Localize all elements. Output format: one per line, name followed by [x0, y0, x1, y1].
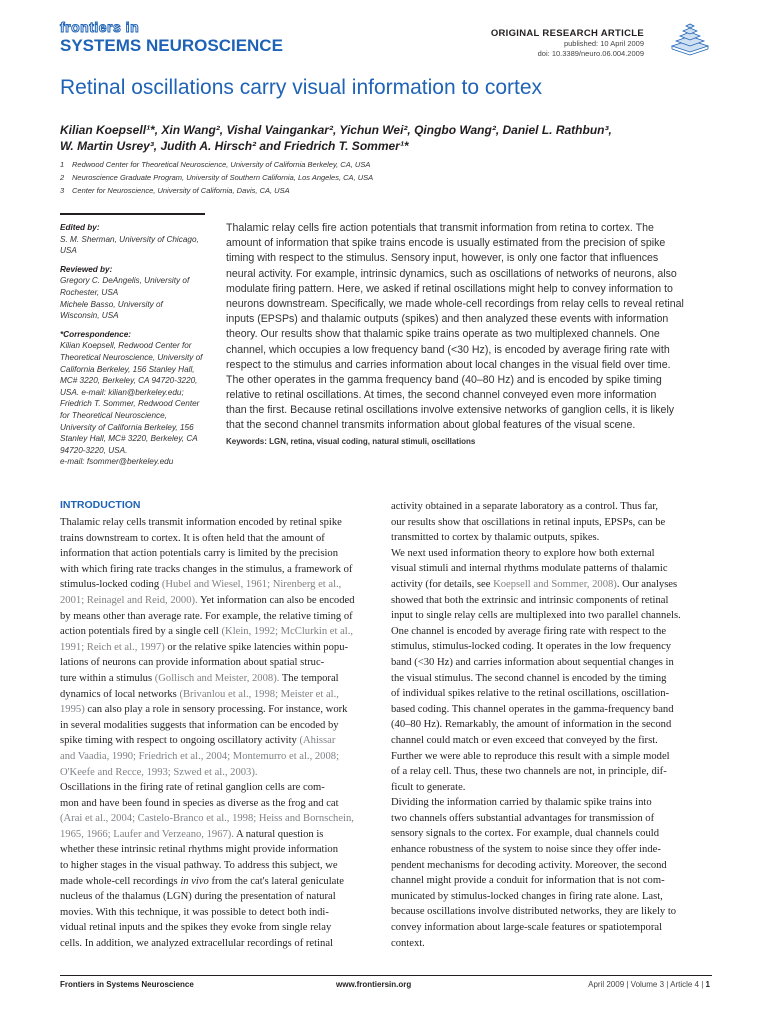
correspondence-line: California Berkeley, 156 Stanley Hall, [60, 364, 195, 374]
text-span: or the relative spike latencies within popu- [164, 641, 349, 653]
edited-by-line: USA [60, 246, 77, 256]
affiliation-text: Center for Neuroscience, University of California, Davis, CA, USA [72, 186, 290, 195]
affiliation-number: 1 [60, 160, 65, 169]
text-line [391, 936, 711, 952]
text-span: made whole-cell recordings [60, 875, 181, 887]
correspondence-label: *Correspondence: [60, 329, 131, 339]
text-line [391, 499, 711, 515]
page-number: 1 [705, 980, 710, 989]
text-line [391, 842, 711, 858]
correspondence-line: MC# 3220, Berkeley, CA 94720-3220, [60, 376, 198, 386]
text-line [391, 873, 711, 889]
reviewed-by-line: Rochester, USA [60, 287, 119, 297]
stacked-squares-icon [668, 20, 712, 56]
correspondence-line: Stanley Hall, MC# 3220, Berkeley, CA [60, 434, 198, 444]
article-type: ORIGINAL RESEARCH ARTICLE [490, 28, 644, 39]
text-span: pendent mechanisms for decoding activity. Moreover, the second [391, 859, 667, 871]
text-span: in several modalities suggests that information can be encoded by [60, 719, 339, 731]
affiliation-number: 2 [60, 173, 65, 182]
text-span: sensory signals to the cortex. For example, dual channels could [391, 828, 660, 840]
citation-link[interactable]: O'Keefe and Recce, 1993; Szwed et al., 2003). [60, 766, 258, 778]
author-line: W. Martin Usrey³, Judith A. Hirsch² and Friedrich T. Sommer¹* [60, 139, 409, 153]
text-line [60, 702, 378, 718]
keywords: Keywords: LGN, retina, visual coding, natural stimuli, oscillations [226, 436, 476, 446]
text-span: visual stimuli and internal rhythms modulate patterns of thalamic [391, 563, 668, 575]
text-span: channel could match or even exceed that conveyed by the first. [391, 734, 658, 746]
citation-link[interactable]: Koepsell and Sommer, 2008) [493, 578, 617, 590]
text-line [391, 858, 711, 874]
abstract-line: modulate firing pattern. Here, we asked if retinal oscillations might help to convey information to [226, 282, 673, 295]
text-span: from the cat's lateral geniculate [208, 875, 345, 887]
text-span: transmitted to cortex by thalamic outputs, spikes. [391, 532, 600, 544]
citation-link[interactable]: 1995) [60, 704, 85, 716]
text-span: Oscillations in the firing rate of retinal ganglion cells are com- [60, 782, 325, 794]
text-line [60, 546, 378, 562]
abstract-line: respect to the stimulus and carries information about local changes in the visual field over time. [226, 358, 671, 371]
text-line [391, 561, 711, 577]
text-line [60, 671, 378, 687]
text-line [391, 920, 711, 936]
citation-link[interactable]: 1991; Reich et al., 1997) [60, 641, 165, 653]
journal-logo [60, 20, 283, 55]
text-line [60, 640, 378, 656]
text-span: our results show that oscillations in retinal inputs, EPSPs, can be [391, 516, 666, 528]
text-span: ture within a stimulus [60, 672, 155, 684]
text-line [60, 718, 378, 734]
text-line [391, 686, 711, 702]
text-span: trains downstream to cortex. It is often held that the amount of [60, 532, 325, 544]
correspondence-line: Theoretical Neuroscience, University of [60, 352, 203, 362]
published-date: published: 10 April 2009 [563, 39, 644, 48]
text-line [60, 562, 378, 578]
text-span: showed that both the extrinsic and intrinsic components of retinal [391, 594, 669, 606]
abstract-line: theory. Our results show that thalamic spike trains operate as two multiplexed channels. One [226, 328, 660, 341]
text-span: lations of neurons can provide information about spatial struc- [60, 657, 325, 669]
correspondence-line: for Theoretical Neuroscience, [60, 410, 167, 420]
text-line [391, 749, 711, 765]
abstract [226, 221, 710, 446]
correspondence-line: Kilian Koepsell, Redwood Center for [60, 341, 192, 351]
text-span: nucleus of the thalamus (LGN) during the presentation of natural [60, 891, 336, 903]
text-line [60, 889, 378, 905]
citation-link[interactable]: 1965, 1966; Laufer and Verzeano, 1967). [60, 828, 234, 840]
correspondence-line: Friedrich T. Sommer, Redwood Center [60, 399, 200, 409]
author-list [60, 122, 720, 154]
text-span: of individual spikes relative to the retinal oscillations, oscillation- [391, 688, 670, 700]
text-line [391, 826, 711, 842]
affiliation-text: Neuroscience Graduate Program, University of Southern California, Los Angeles, CA, USA [72, 173, 374, 182]
text-line [391, 577, 711, 593]
citation-link[interactable]: (Hubel and Wiesel, 1961; Nirenberg et al., [161, 579, 342, 591]
abstract-line: timing with respect to the stimulus. Sensory input, however, is only one factor that influences [226, 252, 659, 265]
text-span: cells. In addition, we analyzed extracellular recordings of retinal [60, 938, 333, 950]
text-span: with which firing rate tracks changes in the stimulus, a framework of [60, 563, 353, 575]
abstract-line: inputs (EPSPs) and thalamic outputs (spikes) and then analyzed these events with information [226, 313, 669, 326]
text-span: vidual retinal inputs and the spikes they evoke from single relay [60, 922, 332, 934]
text-line [60, 905, 378, 921]
text-span: information that action potentials carry is limited by the precision [60, 548, 339, 560]
text-span: enhance robustness of the system to noise since they offer inde- [391, 844, 661, 856]
text-line [60, 858, 378, 874]
citation-link[interactable]: and Vaadia, 1990; Friedrich et al., 2004; Montemurro et al., 2008; [60, 750, 340, 762]
text-span: spike timing with respect to ongoing oscillatory activity [60, 735, 300, 747]
text-span: The temporal [279, 672, 339, 684]
text-line [60, 687, 378, 703]
edited-by-line: S. M. Sherman, University of Chicago, [60, 234, 199, 244]
text-span: ficult to generate. [391, 781, 466, 793]
text-span: whether these intrinsic retinal rhythms might provide information [60, 844, 339, 856]
affiliation [60, 171, 720, 184]
text-span: can also play a role in sensory processing. For instance, work [84, 704, 348, 716]
text-line [391, 764, 711, 780]
sidebar [60, 222, 210, 468]
abstract-line: than the first. Because retinal oscillations involve extensive networks of ganglion cells, it is likely [226, 404, 675, 417]
text-line [391, 733, 711, 749]
text-line [60, 593, 378, 609]
abstract-line: channel, which occupies a low frequency band (<30 Hz), is encoded by average firing rate with [226, 343, 670, 356]
citation-link[interactable]: (Gollisch and Meister, 2008). [154, 672, 280, 684]
citation-link[interactable]: (Ahissar [299, 735, 336, 747]
abstract-line: neural activity. For example, intrinsic dynamics, such as oscillations of networks of neurons, also [226, 267, 677, 280]
text-line [391, 546, 711, 562]
text-line [60, 765, 378, 781]
text-line [391, 624, 711, 640]
text-span: We next used information theory to explore how both external [391, 547, 655, 559]
doi: doi: 10.3389/neuro.06.004.2009 [537, 49, 644, 58]
text-line [391, 811, 711, 827]
text-line [391, 702, 711, 718]
text-line [391, 639, 711, 655]
body-column-left [60, 515, 378, 952]
abstract-line: relative to retinal oscillations. At times, the second channel conveyed even more information [226, 389, 657, 402]
affiliations [60, 158, 720, 197]
text-span: action potentials fired by a single cell [60, 626, 222, 638]
text-line [391, 655, 711, 671]
text-line [60, 531, 378, 547]
text-span: the visual stimulus. The second channel is encoded by the timing [391, 672, 667, 684]
text-span: of a relay cell. Thus, these two channels are not, in principle, dif- [391, 766, 667, 778]
abstract-line: that the second channel transmits information about global features of the visual scene. [226, 419, 636, 432]
text-line [391, 780, 711, 796]
text-line [60, 655, 378, 671]
abstract-line: amount of information that spike trains encode is usually estimated from the precision of spike [226, 237, 666, 250]
text-span: mon and have been found in species as diverse as the frog and cat [60, 797, 339, 809]
text-span: Thalamic relay cells transmit information encoded by retinal spike [60, 517, 342, 528]
text-span: input to single relay cells are multiplexed into two parallel channels. [391, 610, 681, 622]
text-line [60, 796, 378, 812]
body-column-right [391, 499, 711, 951]
text-span: municated by stimulus-locked changes in firing rate alone. Last, [391, 890, 663, 902]
affiliation [60, 184, 720, 197]
correspondence-line: 94720-3220, USA. [60, 445, 128, 455]
footer-url-link[interactable]: www.frontiersin.org [336, 980, 412, 989]
citation-link[interactable]: (Arai et al., 2004; Castelo-Branco et al., 1998; Heiss and Bornschein, [60, 813, 354, 825]
text-span: two channels offers substantial advantages for transmission of [391, 812, 655, 824]
correspondence-line: e-mail: fsommer@berkeley.edu [60, 457, 174, 467]
citation-link[interactable]: (Klein, 1992; McClurkin et al., [221, 626, 354, 638]
text-span: context. [391, 937, 425, 949]
text-span: Dividing the information carried by thalamic spike trains into [391, 797, 652, 809]
footer-divider [60, 975, 712, 976]
text-line [391, 530, 711, 546]
text-line [391, 795, 711, 811]
text-span: activity [391, 578, 426, 590]
text-span: activity obtained in a separate laboratory as a control. Thus far, [391, 501, 659, 512]
article-meta [491, 28, 644, 59]
text-span: movies. With this technique, it was possible to detect both indi- [60, 906, 329, 918]
text-line [60, 920, 378, 936]
text-span: because oscillations involve distributed networks, they are likely to [391, 906, 677, 918]
text-span: One channel is encoded by average firing rate with respect to the [391, 625, 667, 637]
text-span: A natural question is [233, 828, 324, 840]
section-heading-introduction: INTRODUCTION [60, 499, 141, 511]
text-span: based coding. This channel operates in the gamma-frequency band [391, 703, 674, 715]
text-line [391, 671, 711, 687]
abstract-line: The other operates in the gamma frequency band (40–80 Hz) and is encoded by spike timing [226, 373, 662, 386]
text-span: to higher stages in the visual pathway. To address this subject, we [60, 860, 338, 872]
footer-issue-text: April 2009 | Volume 3 | Article 4 | [588, 980, 704, 989]
edited-by-label: Edited by: [60, 223, 100, 232]
text-span: Further we were able to reproduce this result with a simple model [391, 750, 670, 762]
affiliation-number: 3 [60, 186, 65, 195]
text-line [60, 811, 378, 827]
text-line [391, 889, 711, 905]
text-line [60, 733, 378, 749]
text-line [60, 936, 378, 952]
text-line [60, 577, 378, 593]
footer-issue-info [588, 980, 710, 989]
citation-link[interactable]: 2001; Reinagel and Reid, 2000). [60, 594, 198, 606]
affiliation-text: Redwood Center for Theoretical Neuroscience, University of California Berkeley, CA, USA [72, 160, 371, 169]
reviewed-by-line: Wisconsin, USA [60, 311, 119, 321]
correspondence-line: University of California Berkeley, 156 [60, 422, 194, 432]
reviewed-by-line: Gregory C. DeAngelis, University of [60, 276, 190, 286]
text-span: by means other than average rate. For example, the relative timing of [60, 610, 353, 622]
text-line [391, 593, 711, 609]
affiliation [60, 158, 720, 171]
correspondence-line: USA. e-mail: kilian@berkeley.edu; [60, 387, 184, 397]
text-span: . Our analyses [616, 578, 678, 590]
text-line [391, 717, 711, 733]
text-line [60, 827, 378, 843]
text-span: (40–80 Hz). Remarkably, the amount of information in the second [391, 719, 672, 731]
text-line [60, 874, 378, 890]
text-line [60, 624, 378, 640]
text-span: stimulus-locked coding [60, 579, 162, 591]
text-span: channel might provide a conduit for information that is not com- [391, 875, 665, 887]
reviewed-by-label: Reviewed by: [60, 264, 113, 274]
author-line: Kilian Koepsell¹*, Xin Wang², Vishal Vaingankar², Yichun Wei², Qingbo Wang², Daniel L. Rathbun³, [60, 123, 612, 137]
journal-logo-top: frontiers in [60, 19, 140, 35]
text-span: (for details, see [425, 578, 494, 590]
citation-link[interactable]: (Brivanlou et al., 1998; Meister et al., [179, 688, 339, 700]
footer-journal-name: Frontiers in Systems Neuroscience [60, 980, 194, 989]
text-line [60, 515, 378, 531]
article-title: Retinal oscillations carry visual information to cortex [60, 76, 543, 99]
text-span: dynamics of local networks [60, 688, 180, 700]
text-span: in vivo [180, 875, 209, 887]
abstract-line: Thalamic relay cells fire action potentials that transmit information from retina to cortex. The [226, 222, 654, 234]
text-line [391, 515, 711, 531]
text-span: Yet information can also be encoded [197, 594, 355, 606]
text-line [391, 904, 711, 920]
sidebar-divider [60, 213, 205, 215]
text-span: stimulus, stimulus-locked coding. It operates in the low frequency [391, 641, 672, 653]
reviewed-by-line: Michele Basso, University of [60, 299, 163, 309]
text-line [391, 608, 711, 624]
text-line [60, 609, 378, 625]
text-span: convey information about large-scale features or spatiotemporal [391, 922, 663, 934]
text-span: band (<30 Hz) and carries information about sequential changes in [391, 656, 674, 668]
journal-logo-name: SYSTEMS NEUROSCIENCE [60, 36, 283, 55]
text-line [60, 749, 378, 765]
abstract-line: neurons downstream. Specifically, we made whole-cell recordings from relay cells to reveal retinal [226, 297, 684, 310]
text-line [60, 842, 378, 858]
text-line [60, 780, 378, 796]
